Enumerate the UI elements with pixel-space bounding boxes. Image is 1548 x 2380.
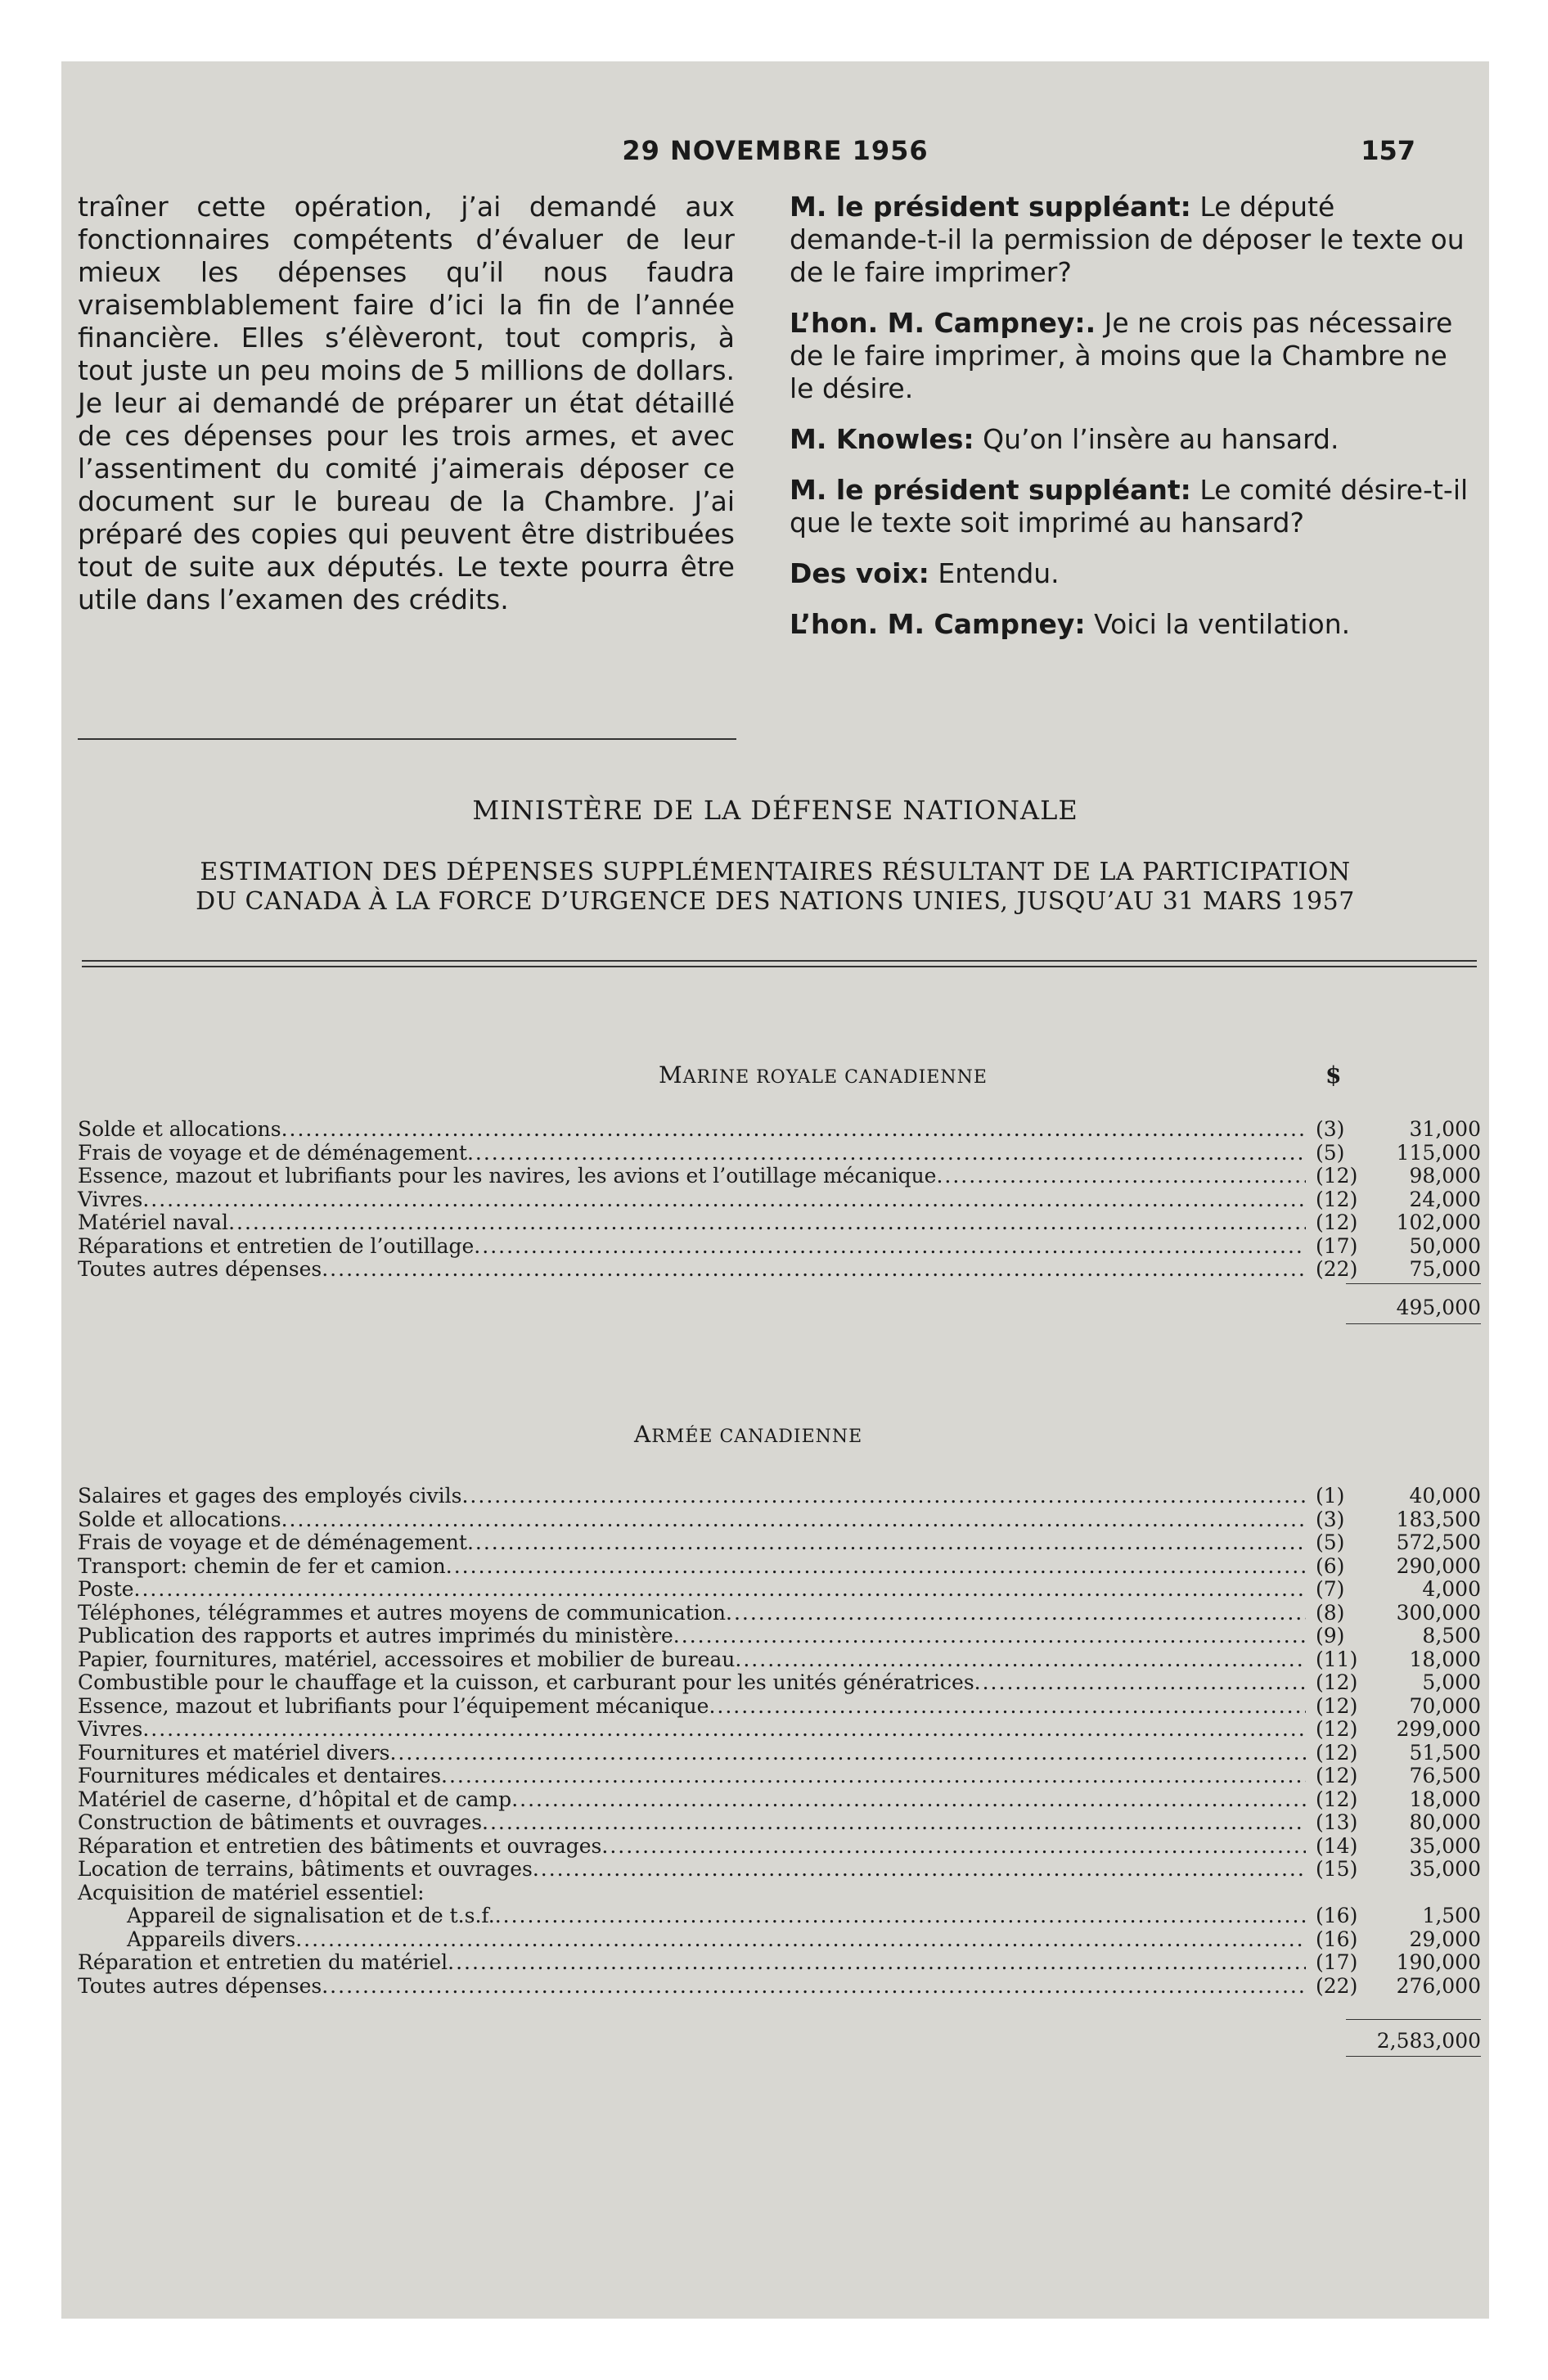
table-row xyxy=(78,1508,1481,1532)
row-amount: 299,000 xyxy=(1396,1717,1481,1741)
row-amount: 1,500 xyxy=(1422,1904,1481,1927)
row-reference: (15) xyxy=(1316,1857,1358,1881)
subtitle-line-1: ESTIMATION DES DÉPENSES SUPPLÉMENTAIRES RÉSULTANT DE LA PARTICIPATION xyxy=(200,858,1351,886)
row-leader xyxy=(511,1788,1306,1812)
marine-total: 495,000 xyxy=(1396,1296,1481,1319)
row-amount: 75,000 xyxy=(1409,1257,1481,1281)
row-reference: (12) xyxy=(1316,1740,1358,1765)
row-label: Appareil de signalisation et de t.s.f. xyxy=(127,1904,495,1927)
row-reference: (11) xyxy=(1316,1647,1358,1671)
row-reference: (12) xyxy=(1316,1670,1358,1694)
row-reference: (6) xyxy=(1316,1553,1345,1578)
row-leader xyxy=(134,1578,1306,1602)
table-row xyxy=(78,1485,1481,1508)
speech-paragraph xyxy=(790,423,1477,456)
row-reference: (9) xyxy=(1316,1624,1345,1648)
row-label: Poste xyxy=(78,1577,134,1601)
ministry-title: MINISTÈRE DE LA DÉFENSE NATIONALE xyxy=(472,795,1078,826)
table-row xyxy=(78,1142,1481,1165)
table-row xyxy=(78,1765,1481,1788)
row-amount: 8,500 xyxy=(1422,1624,1481,1648)
row-amount: 276,000 xyxy=(1396,1973,1481,1998)
currency-symbol: $ xyxy=(1325,1062,1342,1089)
row-label: Solde et allocations xyxy=(78,1117,281,1141)
table-subtitle xyxy=(61,858,1489,917)
table-row xyxy=(78,1695,1481,1719)
row-reference: (12) xyxy=(1316,1693,1358,1718)
row-reference: (5) xyxy=(1316,1530,1345,1554)
row-amount: 29,000 xyxy=(1409,1927,1481,1951)
speech-text: Je ne crois pas nécessaire de le faire imprimer, à moins que la Chambre ne le désire. xyxy=(790,307,1453,404)
marine-total-underline xyxy=(1346,1323,1481,1324)
row-label: Réparation et entretien des bâtiments et ouvrages xyxy=(78,1833,602,1858)
row-label: Vivres xyxy=(78,1187,143,1211)
speech-text: Le comité désire-t-il que le texte soit imprimé au hansard? xyxy=(790,474,1469,539)
row-amount: 300,000 xyxy=(1396,1600,1481,1625)
header-date: 29 NOVEMBRE 1956 xyxy=(622,135,929,166)
row-amount: 102,000 xyxy=(1396,1210,1481,1234)
table-row xyxy=(78,1118,1481,1142)
table-row xyxy=(78,1811,1481,1835)
row-reference: (12) xyxy=(1316,1210,1358,1234)
speech-text: Entendu. xyxy=(938,557,1060,589)
row-reference: (5) xyxy=(1316,1140,1345,1165)
row-amount: 50,000 xyxy=(1409,1233,1481,1258)
row-reference: (12) xyxy=(1316,1717,1358,1741)
row-leader xyxy=(467,1531,1306,1555)
row-label: Matériel naval xyxy=(78,1210,229,1234)
column-divider-rule xyxy=(78,738,736,740)
table-top-rule xyxy=(82,960,1477,967)
table-row xyxy=(78,1602,1481,1625)
row-reference: (1) xyxy=(1316,1484,1345,1508)
row-amount: 40,000 xyxy=(1409,1484,1481,1508)
row-leader xyxy=(974,1671,1306,1695)
row-leader xyxy=(482,1811,1306,1835)
speech-paragraph xyxy=(790,307,1477,405)
row-label: Combustible pour le chauffage et la cuisson, et carburant pour les unités génératrices xyxy=(78,1670,974,1694)
row-leader xyxy=(726,1602,1306,1625)
row-label: Construction de bâtiments et ouvrages xyxy=(78,1810,483,1834)
table-row xyxy=(78,1742,1481,1765)
row-leader xyxy=(735,1648,1306,1672)
marine-section-heading: MARINE ROYALE CANADIENNE xyxy=(659,1062,988,1089)
row-amount: 18,000 xyxy=(1409,1647,1481,1671)
row-reference: (17) xyxy=(1316,1233,1358,1258)
row-label: Fournitures médicales et dentaires xyxy=(78,1764,442,1787)
row-reference: (12) xyxy=(1316,1187,1358,1211)
row-label: Salaires et gages des employés civils xyxy=(78,1484,462,1508)
table-row xyxy=(78,1648,1481,1672)
speech-paragraph xyxy=(790,557,1477,590)
table-row-heading xyxy=(78,1882,1481,1905)
row-reference: (3) xyxy=(1316,1507,1345,1531)
table-row xyxy=(78,1835,1481,1859)
row-label: Réparations et entretien de l’outillage xyxy=(78,1233,475,1258)
row-amount: 24,000 xyxy=(1409,1187,1481,1211)
marine-total-rule xyxy=(1346,1283,1481,1284)
row-label: Toutes autres dépenses xyxy=(78,1257,322,1281)
row-leader xyxy=(673,1625,1306,1648)
row-amount: 35,000 xyxy=(1409,1857,1481,1881)
left-column xyxy=(78,191,735,616)
row-reference: (16) xyxy=(1316,1927,1358,1951)
row-leader xyxy=(601,1835,1306,1859)
row-reference: (17) xyxy=(1316,1950,1358,1974)
table-row xyxy=(78,1671,1481,1695)
row-amount: 76,500 xyxy=(1409,1764,1481,1787)
row-leader xyxy=(461,1485,1306,1508)
speaker-name: L’hon. M. Campney: xyxy=(790,608,1086,640)
row-amount: 572,500 xyxy=(1396,1530,1481,1554)
table-row xyxy=(78,1165,1481,1188)
row-label: Matériel de caserne, d’hôpital et de camp xyxy=(78,1787,512,1811)
row-label: Réparation et entretien du matériel xyxy=(78,1950,448,1974)
row-leader xyxy=(281,1508,1306,1532)
row-label: Frais de voyage et de déménagement xyxy=(78,1140,467,1165)
row-reference: (14) xyxy=(1316,1833,1358,1858)
row-amount: 80,000 xyxy=(1409,1810,1481,1834)
row-label: Essence, mazout et lubrifiants pour l’équipement mécanique xyxy=(78,1693,709,1718)
row-amount: 290,000 xyxy=(1396,1553,1481,1578)
row-leader xyxy=(936,1165,1306,1188)
row-leader xyxy=(295,1928,1306,1952)
speech-paragraph xyxy=(790,191,1477,289)
row-label: Vivres xyxy=(78,1717,143,1741)
marine-table xyxy=(78,1118,1481,1282)
row-reference: (13) xyxy=(1316,1810,1358,1834)
row-leader xyxy=(467,1142,1306,1165)
row-reference: (12) xyxy=(1316,1164,1358,1188)
speech-text: Qu’on l’insère au hansard. xyxy=(983,423,1339,455)
row-amount: 5,000 xyxy=(1422,1670,1481,1694)
row-label: Toutes autres dépenses xyxy=(78,1973,322,1998)
row-leader xyxy=(142,1718,1306,1742)
row-leader xyxy=(441,1765,1306,1788)
row-leader xyxy=(495,1904,1306,1928)
row-reference: (22) xyxy=(1316,1257,1358,1281)
table-row xyxy=(78,1858,1481,1882)
speaker-name: M. le président suppléant: xyxy=(790,191,1191,223)
row-amount: 51,500 xyxy=(1409,1740,1481,1765)
speech-paragraph xyxy=(790,474,1477,539)
armee-table xyxy=(78,1485,1481,1998)
speech-text: Le député demande-t-il la permission de déposer le texte ou de le faire imprimer? xyxy=(790,191,1465,288)
speaker-name: Des voix: xyxy=(790,557,929,589)
armee-total-underline xyxy=(1346,2056,1481,2057)
row-reference: (12) xyxy=(1316,1787,1358,1811)
table-row xyxy=(78,1235,1481,1259)
row-amount: 31,000 xyxy=(1409,1117,1481,1141)
table-row xyxy=(78,1975,1481,1999)
row-amount: 183,500 xyxy=(1396,1507,1481,1531)
row-amount: 98,000 xyxy=(1409,1164,1481,1188)
row-leader xyxy=(709,1695,1306,1719)
armee-total-rule xyxy=(1346,2019,1481,2020)
row-amount: 18,000 xyxy=(1409,1787,1481,1811)
row-label: Frais de voyage et de déménagement xyxy=(78,1530,467,1554)
table-row xyxy=(78,1258,1481,1282)
row-leader xyxy=(142,1188,1306,1212)
speech-paragraph xyxy=(790,608,1477,641)
row-label: Téléphones, télégrammes et autres moyens de communication xyxy=(78,1600,726,1625)
table-row xyxy=(78,1788,1481,1812)
row-leader xyxy=(281,1118,1306,1142)
row-reference: (8) xyxy=(1316,1600,1345,1625)
row-label: Appareils divers xyxy=(127,1927,296,1951)
table-row xyxy=(78,1625,1481,1648)
document-page xyxy=(61,61,1489,2319)
row-amount: 35,000 xyxy=(1409,1833,1481,1858)
speaker-name: M. le président suppléant: xyxy=(790,474,1191,506)
row-leader xyxy=(322,1975,1306,1999)
speaker-name: M. Knowles: xyxy=(790,423,974,455)
row-amount: 190,000 xyxy=(1396,1950,1481,1974)
row-reference: (7) xyxy=(1316,1577,1345,1601)
table-row xyxy=(78,1928,1481,1952)
subtitle-line-2: DU CANADA À LA FORCE D’URGENCE DES NATIONS UNIES, JUSQU’AU 31 MARS 1957 xyxy=(196,887,1355,916)
row-leader xyxy=(228,1211,1306,1235)
table-row xyxy=(78,1555,1481,1579)
row-label: Transport: chemin de fer et camion xyxy=(78,1553,446,1578)
row-amount: 4,000 xyxy=(1422,1577,1481,1601)
row-reference: (12) xyxy=(1316,1764,1358,1787)
table-row xyxy=(78,1211,1481,1235)
page-number: 157 xyxy=(1361,135,1415,166)
armee-total: 2,583,000 xyxy=(1376,2029,1481,2053)
table-row xyxy=(78,1578,1481,1602)
row-leader xyxy=(474,1235,1306,1259)
row-reference: (22) xyxy=(1316,1973,1358,1998)
row-leader xyxy=(446,1555,1306,1579)
row-label: Solde et allocations xyxy=(78,1507,281,1531)
row-leader xyxy=(533,1858,1306,1882)
row-label: Essence, mazout et lubrifiants pour les navires, les avions et l’outillage mécanique xyxy=(78,1164,937,1188)
row-reference: (16) xyxy=(1316,1904,1358,1927)
armee-section-heading: ARMÉE CANADIENNE xyxy=(634,1421,863,1448)
row-label: Acquisition de matériel essentiel: xyxy=(78,1880,425,1904)
row-label: Location de terrains, bâtiments et ouvrages xyxy=(78,1857,533,1881)
row-label: Papier, fournitures, matériel, accessoires et mobilier de bureau xyxy=(78,1647,736,1671)
left-column-text: traîner cette opération, j’ai demandé aux fonctionnaires compétents d’évaluer de leur mieux les dépenses qu’il nous faudra vraisemblablement faire d’ici la fin de l’année financière. Elles s’élèveront, tout compris, à tout juste un peu moins de 5 millions de dollars. Je leur ai demandé de préparer un état détaillé de ces dépenses pour les trois armes, et avec l’assentiment du comité j’aimerais déposer ce document sur le bureau de la Chambre. J’ai préparé des copies qui peuvent être distribuées tout de suite aux députés. Le texte pourra être utile dans l’examen des crédits. xyxy=(78,191,735,615)
right-column xyxy=(790,191,1477,659)
table-row xyxy=(78,1904,1481,1928)
table-row xyxy=(78,1531,1481,1555)
row-leader xyxy=(322,1258,1306,1282)
row-leader xyxy=(389,1742,1306,1765)
speaker-name: L’hon. M. Campney:. xyxy=(790,307,1096,339)
table-row xyxy=(78,1951,1481,1975)
table-row xyxy=(78,1718,1481,1742)
row-label: Fournitures et matériel divers xyxy=(78,1740,390,1765)
row-reference: (3) xyxy=(1316,1117,1345,1141)
row-amount: 115,000 xyxy=(1396,1140,1481,1165)
speech-text: Voici la ventilation. xyxy=(1094,608,1351,640)
table-row xyxy=(78,1188,1481,1212)
row-amount: 70,000 xyxy=(1409,1693,1481,1718)
page-header xyxy=(61,135,1489,176)
row-label: Publication des rapports et autres imprimés du ministère xyxy=(78,1624,673,1648)
row-leader xyxy=(448,1951,1306,1975)
